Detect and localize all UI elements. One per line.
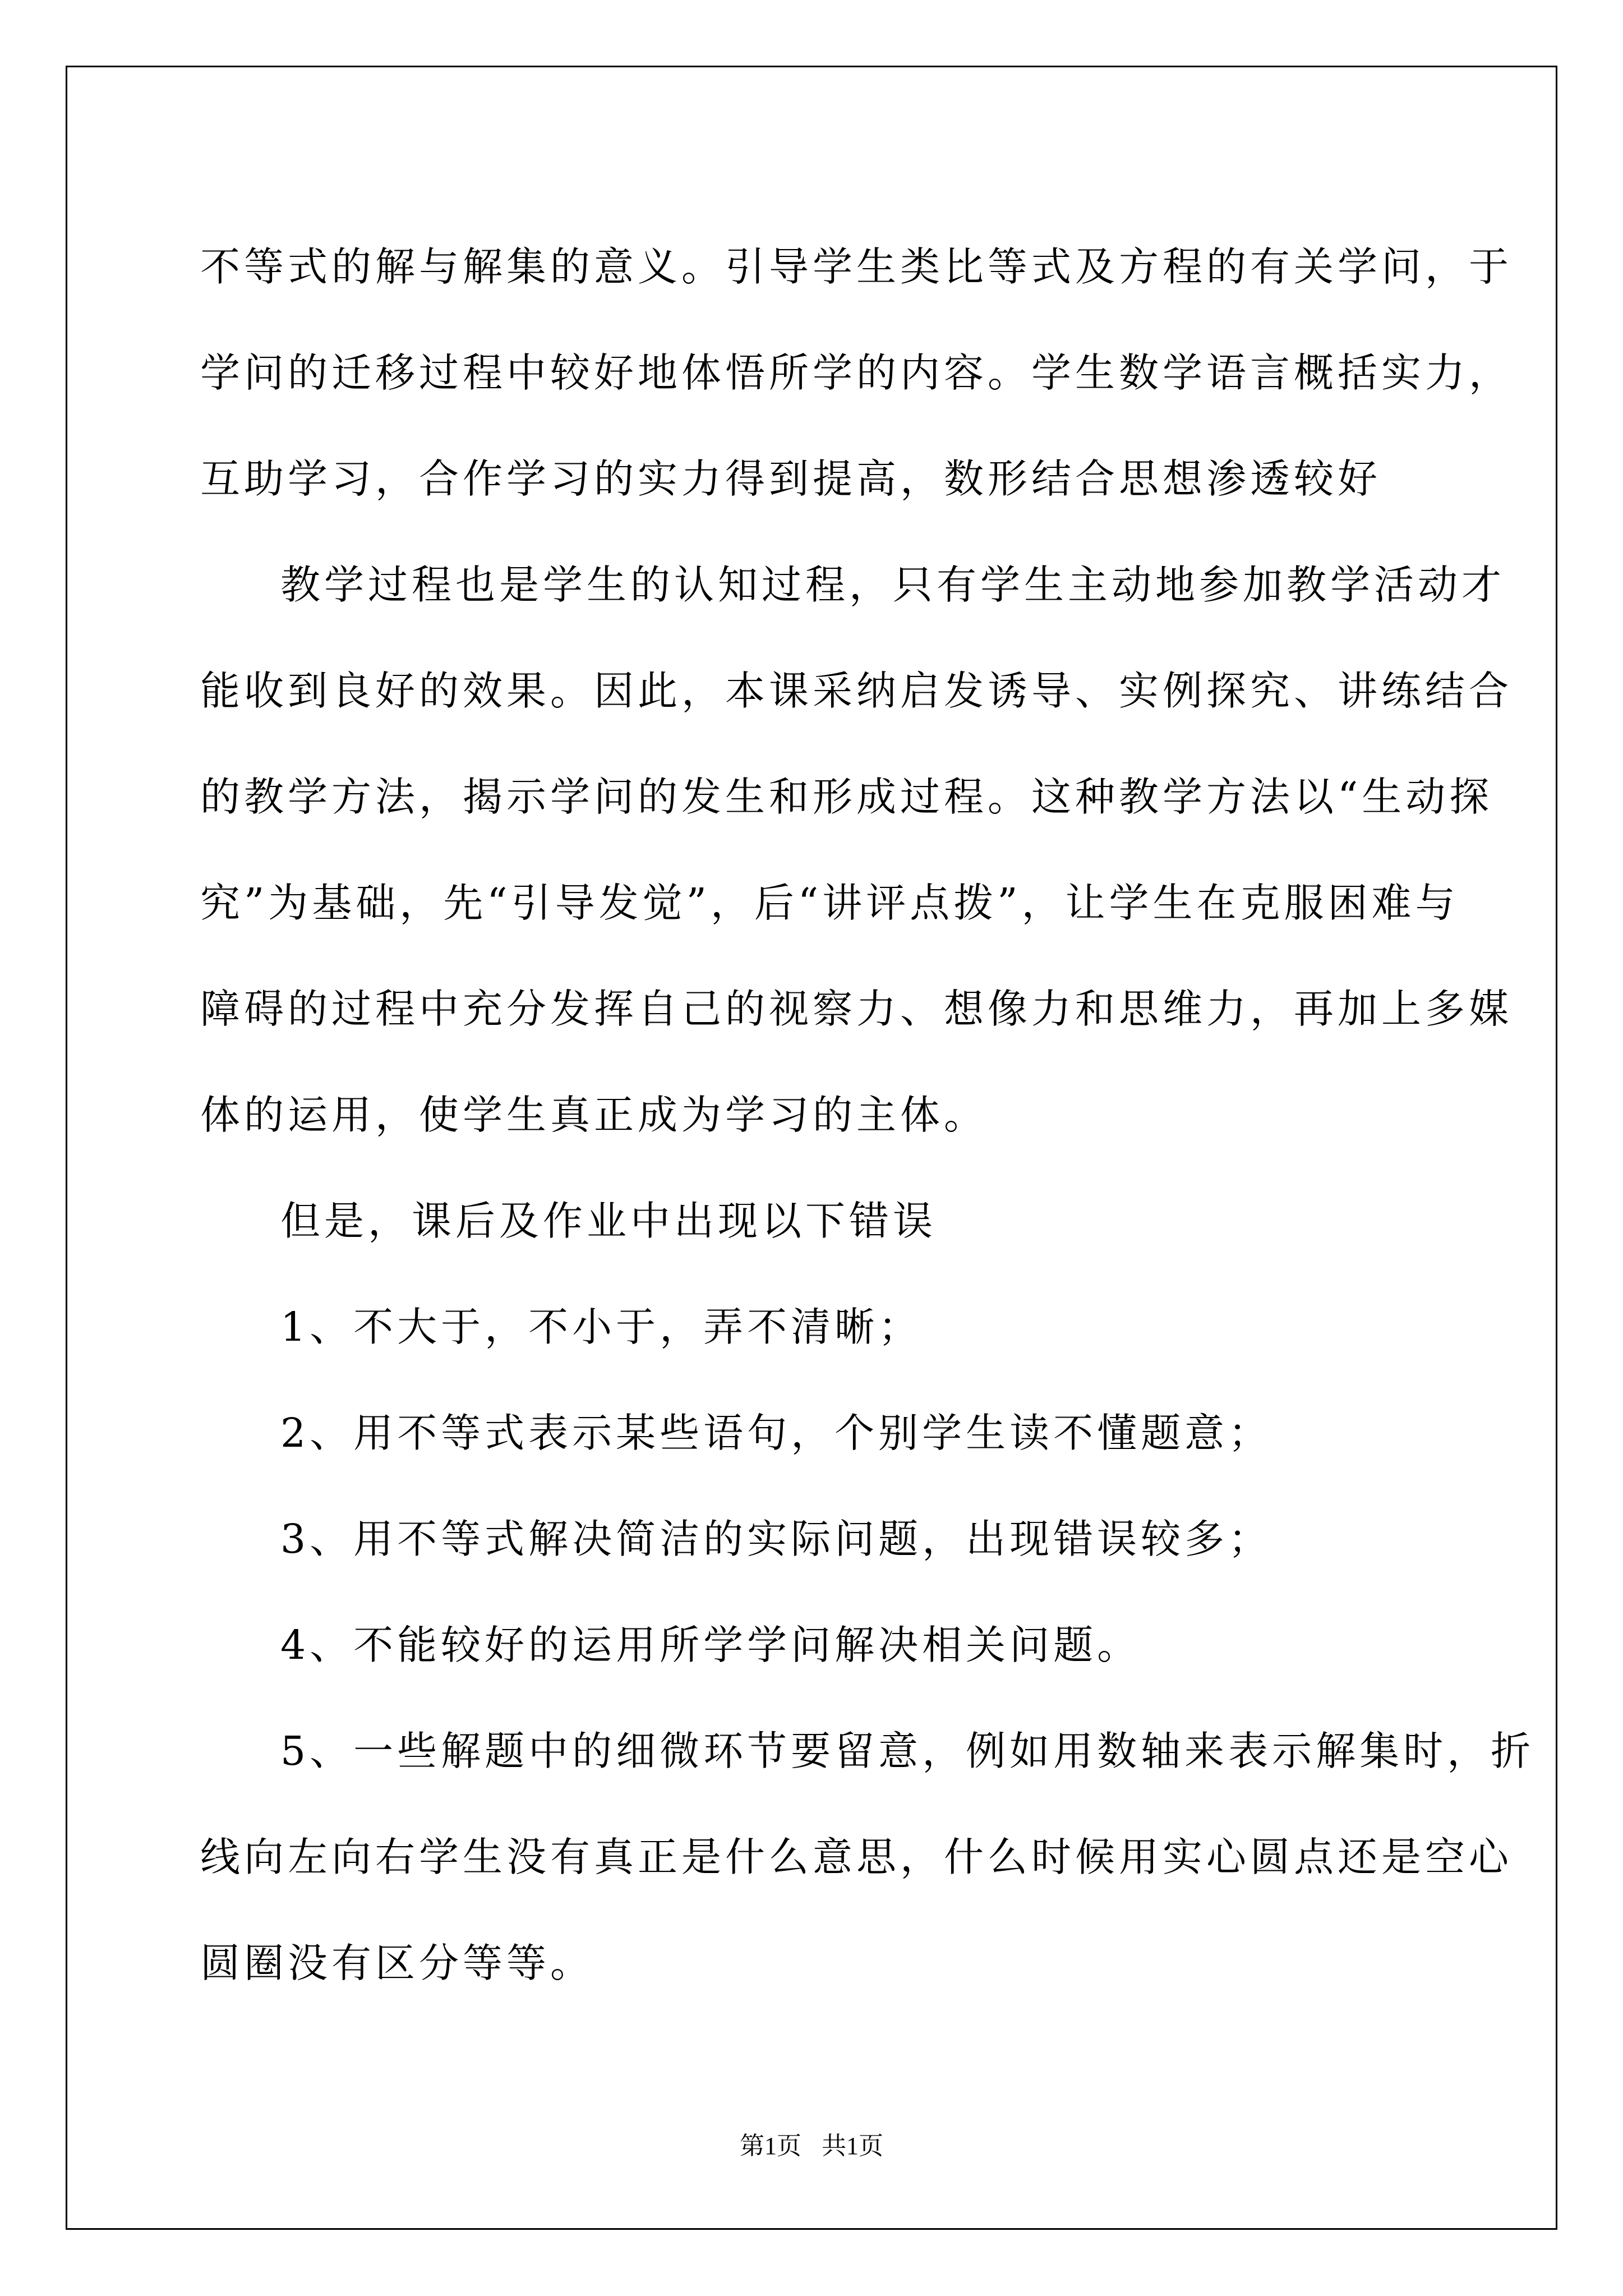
text-line: 1、不大于，不小于，弄不清晰； [280, 1304, 923, 1350]
text-line: 障碍的过程中充分发挥自己的视察力、想像力和思维力，再加上多媒 [200, 986, 1513, 1032]
list-item-4 [200, 1592, 1428, 1698]
list-item-2 [200, 1380, 1428, 1486]
text-line: 学问的迁移过程中较好地体悟所学的内容。学生数学语言概括实力， [200, 349, 1513, 396]
text-line: 能收到良好的效果。因此，本课采纳启发诱导、实例探究、讲练结合 [200, 668, 1513, 714]
paragraph-teaching-process [200, 532, 1513, 1168]
text-line: 圆圈没有区分等等。 [200, 1940, 594, 1986]
text-line: 4、不能较好的运用所学学问解决相关问题。 [280, 1622, 1141, 1668]
document-body [200, 214, 1535, 2016]
text-line: 但是，课后及作业中出现以下错误 [280, 1198, 937, 1244]
text-line: 教学过程也是学生的认知过程，只有学生主动地参加教学活动才 [280, 562, 1506, 608]
list-item-1 [200, 1274, 1428, 1380]
text-line: 线向左向右学生没有真正是什么意思，什么时候用实心圆点还是空心 [200, 1834, 1513, 1880]
text-line: 体的运用，使学生真正成为学习的主体。 [200, 1092, 988, 1138]
paragraph-errors-intro [200, 1168, 1428, 1274]
text-line: 互助学习，合作学习的实力得到提高，数形结合思想渗透较好 [200, 455, 1382, 502]
list-item-5 [200, 1698, 1535, 2016]
text-line: 2、用不等式表示某些语句，个别学生读不懂题意； [280, 1410, 1272, 1456]
text-line: 究”为基础，先“引导发觉”，后“讲评点拨”，让学生在克服困难与 [200, 880, 1459, 926]
text-line: 5、一些解题中的细微环节要留意，例如用数轴来表示解集时，折 [280, 1728, 1535, 1774]
page-footer [0, 2129, 1623, 2163]
text-line: 3、用不等式解决简洁的实际问题，出现错误较多； [280, 1516, 1272, 1562]
list-item-3 [200, 1486, 1428, 1592]
text-line: 不等式的解与解集的意义。引导学生类比等式及方程的有关学问，于 [200, 243, 1513, 290]
text-line: 的教学方法，揭示学问的发生和形成过程。这种教学方法以“生动探 [200, 774, 1493, 820]
page-number-current: 第1页 [740, 2132, 801, 2160]
page-number-total: 共1页 [822, 2132, 883, 2160]
paragraph-intro [200, 214, 1513, 532]
